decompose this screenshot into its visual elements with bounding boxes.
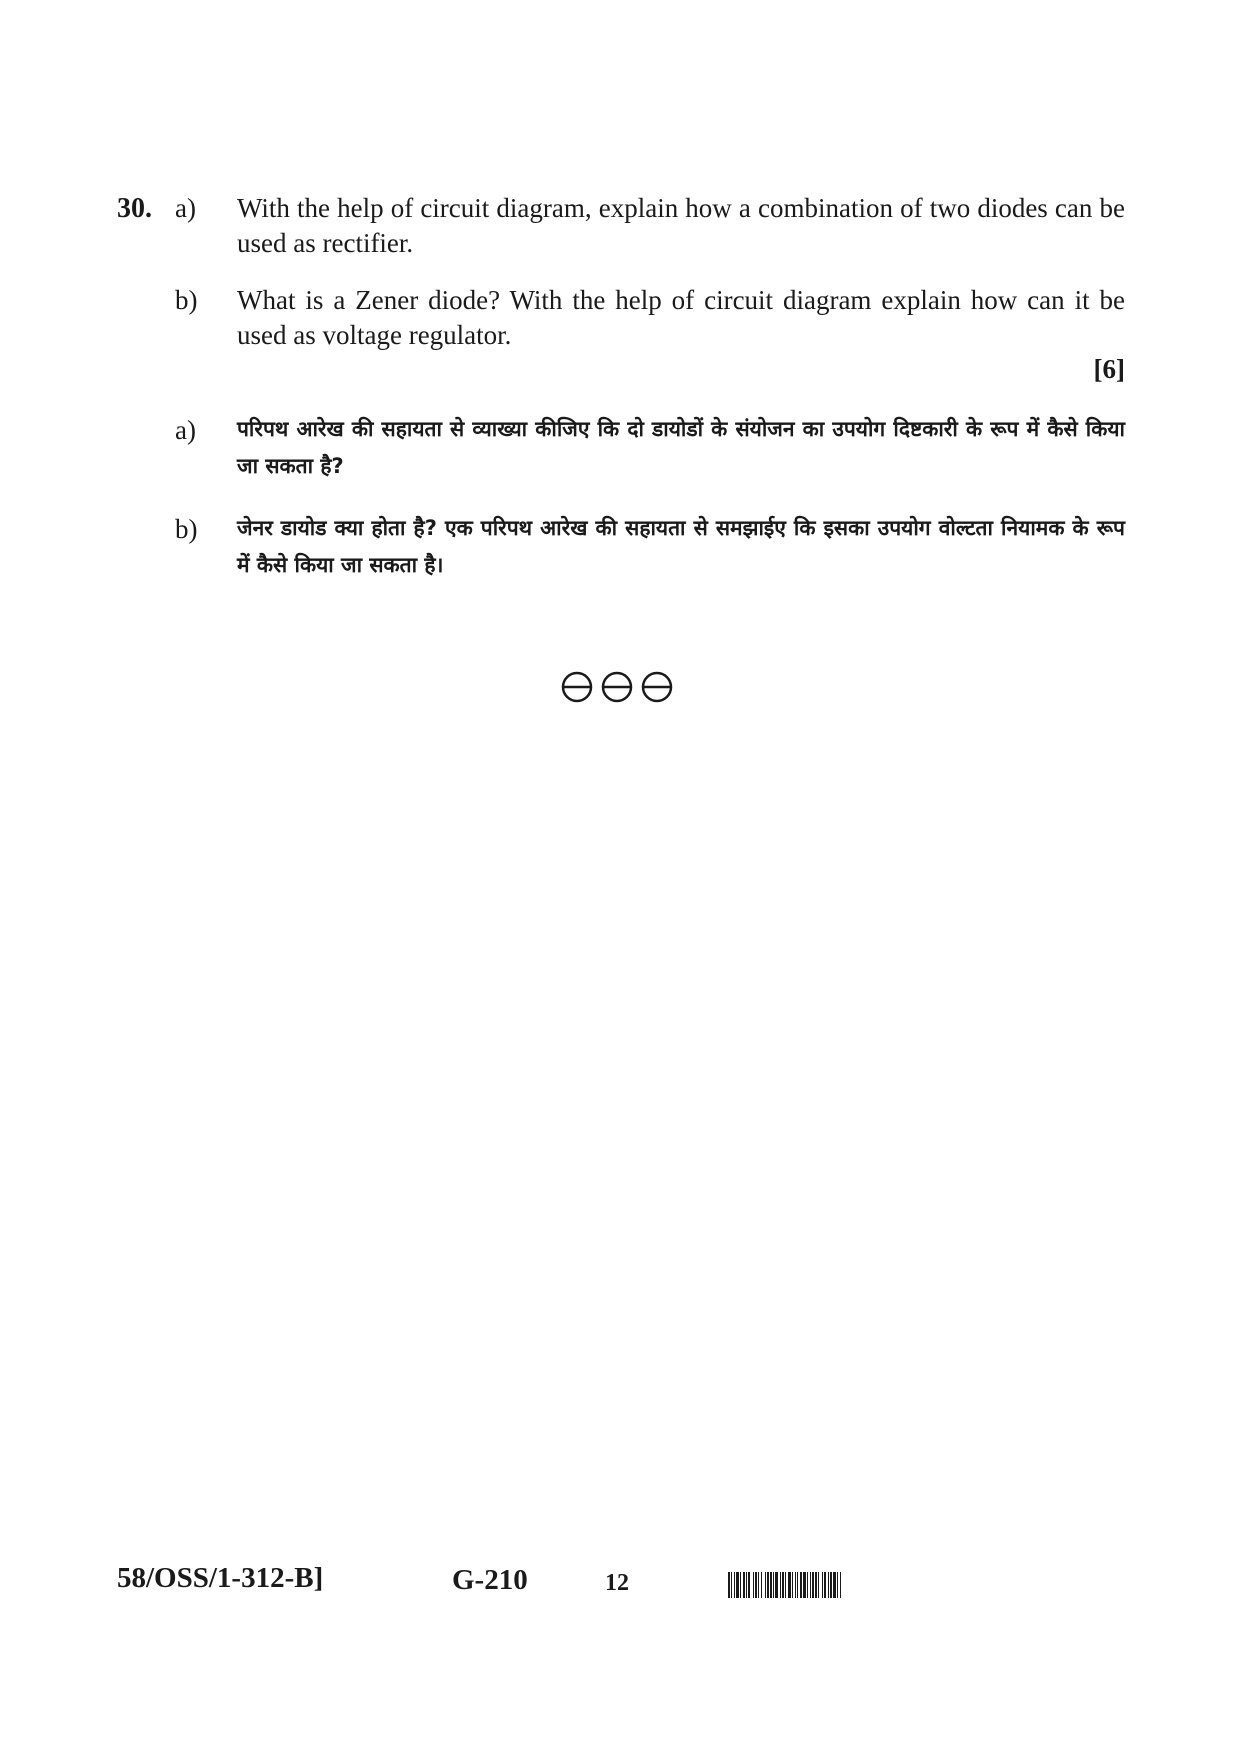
- barcode-bar: [736, 1572, 739, 1598]
- series-code: G-210: [452, 1564, 528, 1596]
- barcode-bar: [731, 1572, 732, 1598]
- barcode-bar: [765, 1572, 766, 1598]
- part-text: What is a Zener diode? With the help of circuit diagram explain how can it be used as voltage regulator.: [237, 285, 1125, 350]
- page-number: 12: [605, 1570, 629, 1596]
- barcode-bar: [773, 1572, 774, 1598]
- barcode-bar: [833, 1572, 836, 1598]
- barcode-bar: [828, 1572, 829, 1598]
- barcode-bar: [767, 1572, 769, 1598]
- barcode-bar: [753, 1572, 754, 1598]
- barcode-bar: [746, 1572, 747, 1598]
- barcode-bar: [758, 1572, 759, 1598]
- barcode-bar: [803, 1572, 806, 1598]
- end-of-paper-mark: [560, 670, 674, 704]
- part-label: b): [175, 285, 198, 315]
- barcode-bar: [812, 1572, 814, 1598]
- barcode-bar: [797, 1572, 798, 1598]
- barcode-bar: [830, 1572, 832, 1598]
- barcode-bar: [782, 1572, 784, 1598]
- barcode-bar: [824, 1572, 826, 1598]
- paper-code: 58/OSS/1-312-B]: [117, 1562, 324, 1594]
- part-label: b): [175, 514, 198, 544]
- barcode-bar: [748, 1572, 750, 1598]
- barcode-bar: [743, 1572, 745, 1598]
- barcode-bar: [788, 1572, 791, 1598]
- barcode-bar: [800, 1572, 802, 1598]
- barcode-bar: [822, 1572, 823, 1598]
- part-text: With the help of circuit diagram, explain how a combination of two diodes can be used as rectifier.: [237, 193, 1125, 258]
- barcode-bar: [795, 1572, 796, 1598]
- barcode-bar: [761, 1572, 762, 1598]
- barcode: [728, 1572, 954, 1598]
- barcode-bar: [815, 1572, 817, 1598]
- circle-minus-icon: [560, 670, 594, 704]
- barcode-bar: [837, 1572, 838, 1598]
- barcode-bar: [840, 1572, 841, 1598]
- marks-label: [6]: [1093, 354, 1125, 384]
- barcode-bar: [775, 1572, 778, 1598]
- barcode-bar: [785, 1572, 786, 1598]
- barcode-bar: [755, 1572, 757, 1598]
- barcode-bar: [780, 1572, 781, 1598]
- barcode-bar: [740, 1572, 741, 1598]
- barcode-bar: [770, 1572, 772, 1598]
- part-label: a): [175, 415, 196, 445]
- barcode-bar: [818, 1572, 819, 1598]
- part-text: जेनर डायोड क्या होता है? एक परिपथ आरेख की सहायता से समझाईए कि इसका उपयोग वोल्टता नियामक के रूप में कैसे किया जा सकता है।: [237, 516, 1125, 577]
- barcode-bar: [734, 1572, 735, 1598]
- barcode-bar: [728, 1572, 730, 1598]
- barcode-bar: [792, 1572, 793, 1598]
- circle-minus-icon: [600, 670, 634, 704]
- barcode-bar: [807, 1572, 808, 1598]
- part-text: परिपथ आरेख की सहायता से व्याख्या कीजिए कि दो डायोडों के संयोजन का उपयोग दिष्टकारी के रूप में कैसे किया जा सकता है?: [237, 417, 1125, 478]
- circle-minus-icon: [640, 670, 674, 704]
- barcode-bar: [810, 1572, 811, 1598]
- question-number: 30.: [117, 193, 152, 224]
- part-label: a): [175, 193, 196, 223]
